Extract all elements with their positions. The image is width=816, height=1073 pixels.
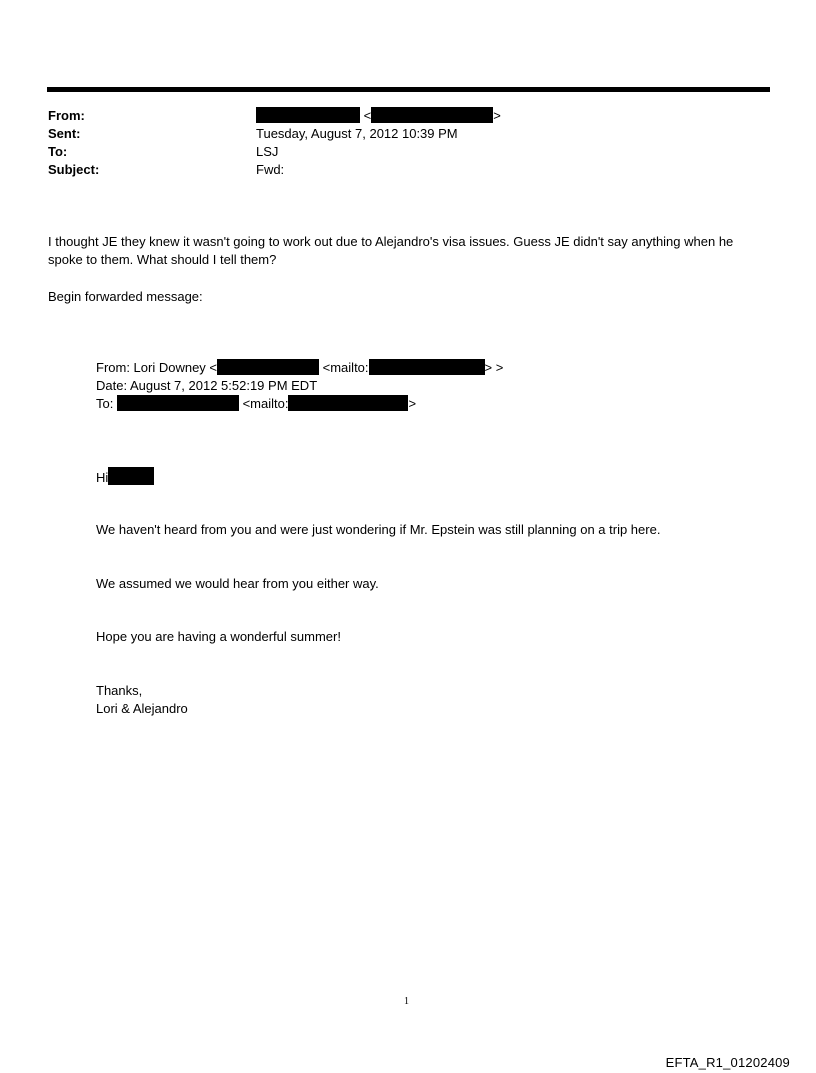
forwarded-to-line (96, 395, 416, 413)
redaction-block (108, 467, 154, 485)
redaction-block (369, 359, 485, 375)
signature: Lori & Alejandro (96, 701, 188, 716)
message-line-1: We haven't heard from you and were just wondering if Mr. Epstein was still planning on a trip here. (96, 522, 661, 537)
page-number: 1 (404, 996, 409, 1007)
to-value: LSJ (256, 144, 279, 159)
from-gt: > (493, 108, 501, 123)
signoff: Thanks, (96, 683, 143, 698)
forwarded-to-prefix: To: (96, 396, 114, 411)
message-line-3: Hope you are having a wonderful summer! (96, 629, 341, 644)
redaction-block (117, 395, 239, 411)
redaction-block (371, 107, 493, 123)
redaction-block (217, 359, 319, 375)
begin-forwarded: Begin forwarded message: (48, 289, 203, 304)
forwarded-to-mailto: <mailto: (242, 396, 289, 411)
redaction-block (288, 395, 408, 411)
forwarded-from-suffix: > > (484, 360, 504, 375)
sent-label: Sent: (48, 126, 81, 141)
redaction-block (256, 107, 360, 123)
sent-value: Tuesday, August 7, 2012 10:39 PM (256, 126, 458, 141)
from-lt: < (363, 108, 372, 123)
message-paragraph: I thought JE they knew it wasn't going to work out due to Alejandro's visa issues. Guess JE didn't say anything when he spoke to them. What should I tell them? (48, 234, 734, 267)
subject-value: Fwd: (256, 162, 285, 177)
bates-number: EFTA_R1_01202409 (665, 1055, 790, 1070)
from-value (256, 107, 501, 125)
greeting-line (96, 467, 154, 487)
forwarded-to-suffix: > (408, 396, 417, 411)
message-line-2: We assumed we would hear from you either way. (96, 576, 379, 591)
forwarded-from-prefix: From: Lori Downey < (96, 360, 218, 375)
from-label: From: (48, 108, 85, 123)
forwarded-from-line (96, 359, 503, 377)
subject-label: Subject: (48, 162, 100, 177)
forwarded-from-mailto: <mailto: (322, 360, 369, 375)
forwarded-date-line: Date: August 7, 2012 5:52:19 PM EDT (96, 378, 318, 393)
header-divider (47, 87, 770, 92)
to-label: To: (48, 144, 68, 159)
greeting: Hi (96, 470, 109, 485)
